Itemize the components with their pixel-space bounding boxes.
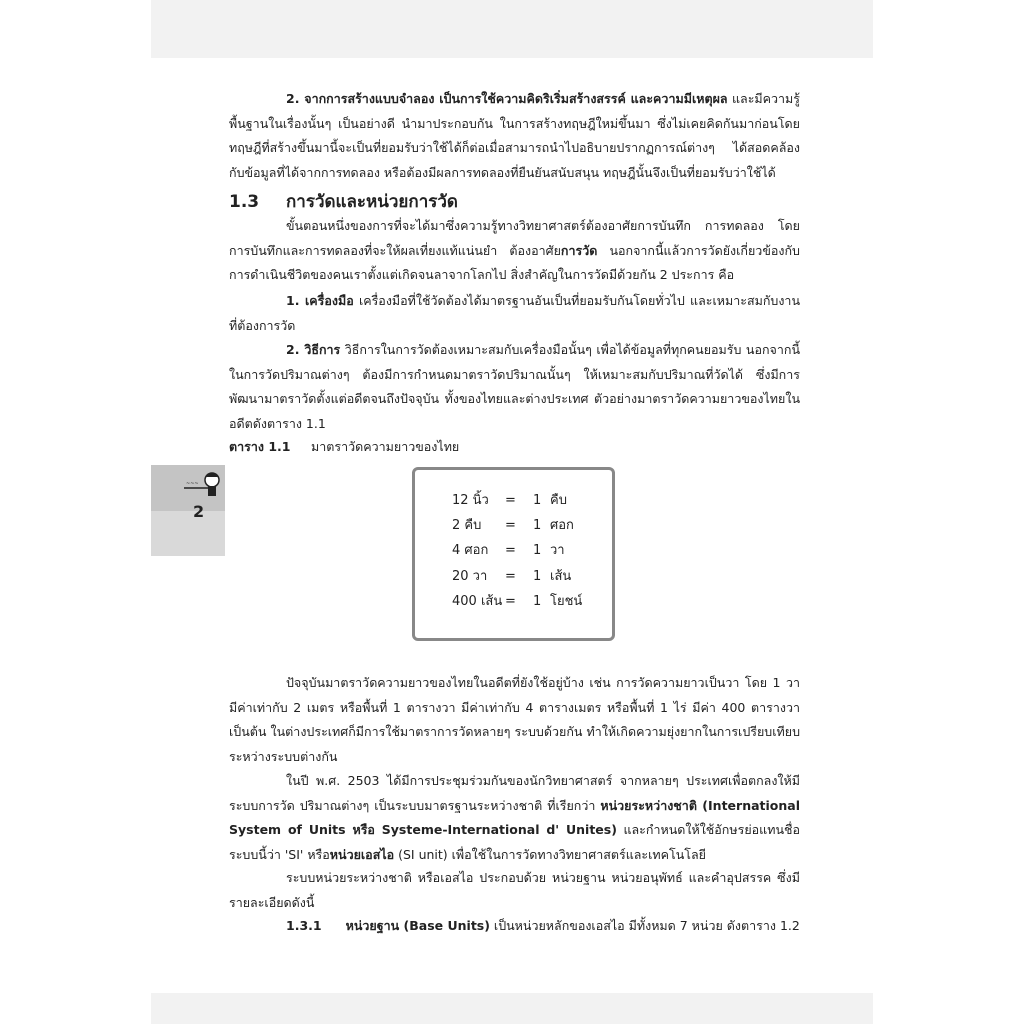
- top-margin-band: [151, 0, 873, 58]
- chapter-number: 2: [193, 502, 205, 521]
- paragraph-si-components: ระบบหน่วยระหว่างชาติ หรือเอสไอ ประกอบด้วย หน่วยฐาน หน่วยอนุพัทธ์ และคำอุปสรรค ซึ่งมีรายละเอียดดังนี้: [229, 870, 800, 910]
- table-cell-equals: =: [505, 543, 516, 558]
- table-cell-number: 1: [533, 493, 542, 508]
- section-title: การวัดและหน่วยการวัด: [286, 192, 458, 212]
- table-cell-number: 1: [533, 518, 542, 533]
- table-cell-quantity: 4 ศอก: [452, 543, 489, 558]
- bottom-margin-band: [151, 993, 873, 1024]
- paragraph-current-units: ปัจจุบันมาตราวัดความยาวของไทยในอดีตที่ยังใช้อยู่บ้าง เช่น การวัดความยาวเป็นวา โดย 1 วา มีค่าเท่ากับ 2 เมตร หรือพื้นที่ 1 ตารางวา มีค่าเท่ากับ 4 ตารางเมตร หรือพื้นที่ 1 ไร่ มีค่า 400 ตารางวา เป็นต้น ในต่างประเทศก็มีการใช้มาตราการวัดหลายๆ ระบบด้วยกัน ทำให้เกิดความยุ่งยากในการเปรียบเทียบระหว่างระบบต่างกัน: [229, 675, 800, 764]
- paragraph-tools: 1. เครื่องมือ เครื่องมือที่ใช้วัดต้องได้มาตรฐานอันเป็นที่ยอมรับกันโดยทั่วไป และเหมาะสมกับงานที่ต้องการวัด: [229, 293, 800, 333]
- table-cell-unit: วา: [550, 543, 565, 558]
- table-cell-quantity: 400 เส้น: [452, 594, 503, 609]
- table-cell-unit: ศอก: [550, 518, 574, 533]
- paragraph-model: 2. จากการสร้างแบบจำลอง เป็นการใช้ความคิดริเริ่มสร้างสรรค์ และความมีเหตุผล และมีความรู้พื้นฐานในเรื่องนั้นๆ เป็นอย่างดี นำมาประกอบกัน ในการสร้างทฤษฎีใหม่ขึ้นมา ซึ่งไม่เคยคิดกันมาก่อนโดยทฤษฎีที่สร้างขึ้นมานี้จะเป็นที่ยอมรับว่าใช้ได้ก็ต่อเมื่อสามารถนำไปอธิบายปรากฏการณ์ต่างๆ ได้สอดคล้องกับข้อมูลที่ได้จากการทดลอง หรือต้องมีผลการทดลองที่ยืนยันสนับสนุน ทฤษฎีนั้นจึงเป็นที่ยอมรับว่าใช้ได้: [229, 91, 801, 180]
- table-cell-unit: เส้น: [550, 569, 572, 584]
- table-cell-number: 1: [533, 543, 542, 558]
- section-heading: [229, 188, 458, 215]
- table-caption-label: ตาราง 1.1: [229, 439, 291, 454]
- table-cell-number: 1: [533, 594, 542, 609]
- table-cell-unit: คืบ: [550, 493, 567, 508]
- table-cell-equals: =: [505, 493, 516, 508]
- table-caption-text: มาตราวัดความยาวของไทย: [311, 439, 460, 454]
- table-caption: [229, 437, 459, 457]
- table-cell-equals: =: [505, 569, 516, 584]
- paragraph-base-units: 1.3.1 หน่วยฐาน (Base Units) เป็นหน่วยหลักของเอสไอ มีทั้งหมด 7 หน่วย ดังตาราง 1.2: [286, 918, 800, 933]
- paragraph-measurement-intro: ขั้นตอนหนึ่งของการที่จะได้มาซึ่งความรู้ทางวิทยาศาสตร์ต้องอาศัยการบันทึก การทดลอง โดยการบันทึกและการทดลองที่จะให้ผลเที่ยงแท้แน่นยำ ต้องอาศัยการวัด นอกจากนี้แล้วการวัดยังเกี่ยวข้องกับการดำเนินชีวิตของคนเราตั้งแต่เกิดจนลาจากโลกไป สิ่งสำคัญในการวัดมีด้วยกัน 2 ประการ คือ: [229, 218, 800, 282]
- table-cell-equals: =: [505, 518, 516, 533]
- table-cell-equals: =: [505, 594, 516, 609]
- table-cell-number: 1: [533, 569, 542, 584]
- paragraph-methods: 2. วิธีการ วิธีการในการวัดต้องเหมาะสมกับเครื่องมือนั้นๆ เพื่อได้ข้อมูลที่ทุกคนยอมรับ นอกจากนี้ในการวัดปริมาณต่างๆ ต้องมีการกำหนดมาตราวัดปริมาณนั้นๆ ให้เหมาะสมกับปริมาณที่วัดได้ ซึ่งมีการพัฒนามาตราวัดตั้งแต่อดีตจนถึงปัจจุบัน ทั้งของไทยและต่างประเทศ ตัวอย่างมาตราวัดความยาวของไทยในอดีตดังตาราง 1.1: [229, 342, 800, 431]
- section-number: 1.3: [229, 192, 260, 212]
- table-cell-quantity: 12 นิ้ว: [452, 493, 489, 508]
- table-cell-unit: โยชน์: [550, 594, 583, 609]
- svg-text:~~~: ~~~: [186, 481, 199, 487]
- paragraph-si-history: ในปี พ.ศ. 2503 ได้มีการประชุมร่วมกันของนักวิทยาศาสตร์ จากหลายๆ ประเทศเพื่อตกลงให้มีระบบการวัด ปริมาณต่างๆ เป็นระบบมาตรฐานระหว่างชาติ ที่เรียกว่า หน่วยระหว่างชาติ (International System of Units หรือ Systeme-International d' Unites) และกำหนดให้ใช้อักษรย่อแทนชื่อระบบนี้ว่า 'SI' หรือหน่วยเอสไอ (SI unit) เพื่อใช้ในการวัดทางวิทยาศาสตร์และเทคโนโลยี: [229, 773, 800, 862]
- mascot-icon: [180, 470, 224, 500]
- table-cell-quantity: 20 วา: [452, 569, 488, 584]
- table-cell-quantity: 2 คืบ: [452, 518, 482, 533]
